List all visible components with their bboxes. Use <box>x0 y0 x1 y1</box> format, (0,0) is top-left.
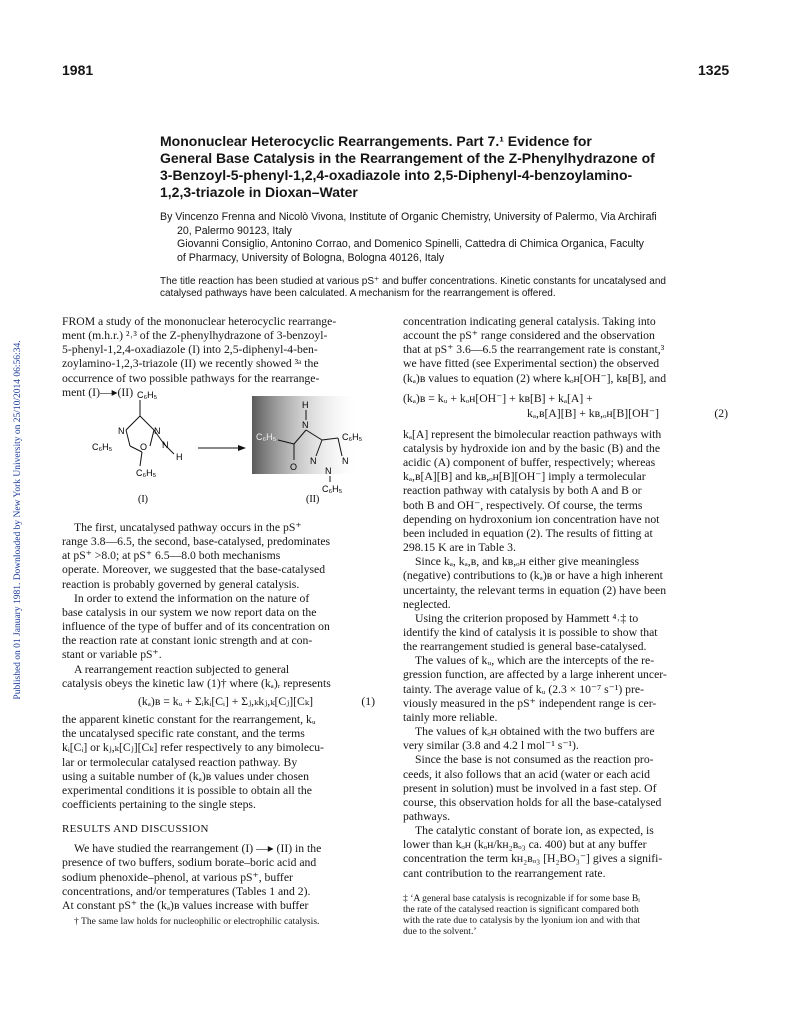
paragraph-constants <box>62 713 389 812</box>
right-column <box>403 315 730 937</box>
text-line: very similar (3.8 and 4.2 l mol⁻¹ s⁻¹). <box>403 739 579 753</box>
text-line: cant contribution to the rearrangement rate. <box>403 866 606 880</box>
label-h-top: H <box>302 400 309 410</box>
download-watermark[interactable]: Published on 01 January 1981. Downloaded by New York University on 25/10/2014 06:56:34. <box>13 340 23 700</box>
text-line: kᵢ[Cᵢ] or kⱼ,ₖ[Cⱼ][Cₖ] refer respectively to any bimolecu- <box>62 741 324 755</box>
author-line: of Pharmacy, University of Bologna, Bologna 40126, Italy <box>177 251 445 264</box>
title-line: 1,2,3-triazole in Dioxan–Water <box>160 184 358 200</box>
text-line: acidic (A) component of buffer, respectively; whereas <box>403 456 656 470</box>
text-line: tainly more reliable. <box>403 710 498 724</box>
text-line: Since kₐ, kₐ,ʙ, and kʙ,ₒʜ either give meaningless <box>415 555 640 569</box>
text-line: neglected. <box>403 597 451 611</box>
text-line: reaction pathway with catalysis by both A and B or <box>403 484 642 498</box>
paragraph-neglected <box>403 555 730 612</box>
text-line: FROM a study of the mononuclear heterocyclic rearrange- <box>62 315 337 328</box>
text-line: the uncatalysed specific rate constant, and the terms <box>62 727 305 741</box>
text-line: kₐ,ʙ[A][B] and kʙ,ₒʜ[B][OH⁻] imply a termolecular <box>403 470 646 484</box>
equation-2-line-2: kₐ,ʙ[A][B] + kʙ,ₒʜ[B][OH⁻] <box>527 406 660 420</box>
label-n1: N <box>310 456 317 466</box>
label-n2: N <box>325 466 332 476</box>
abstract-line: The title reaction has been studied at various pS⁺ and buffer concentrations. Kinetic constants for uncatalysed and <box>160 276 666 287</box>
text-line: we have fitted (see Experimental section) the observed <box>403 357 660 371</box>
abstract <box>160 276 735 300</box>
paragraph-acid-step <box>403 753 730 824</box>
text-line: presence of two buffers, sodium borate–boric acid and <box>62 856 317 870</box>
label-c6h5-triazole: C₆H₅ <box>342 432 363 442</box>
text-line: Using the criterion proposed by Hammett ⁴˒‡ to <box>415 611 639 625</box>
text-line: (negative) contributions to (kₐ)ʙ or have a high inherent <box>403 569 663 583</box>
text-line: range 3.8—6.5, the second, base-catalysed, predominates <box>62 535 331 549</box>
title-line: Mononuclear Heterocyclic Rearrangements. Part 7.¹ Evidence for <box>160 133 592 149</box>
paragraph-results <box>62 842 389 913</box>
text-line: tainty. The average value of kᵤ (2.3 × 10⁻⁷ s⁻¹) pre- <box>403 682 644 696</box>
text-line: 5-phenyl-1,2,4-oxadiazole (I) into 2,5-diphenyl-4-ben- <box>62 343 318 357</box>
footnote-dagger: † The same law holds for nucleophilic or electrophilic catalysis. <box>74 916 320 928</box>
footnote-line: with the rate due to catalysis by the lyonium ion and with that <box>403 914 641 926</box>
label-n3: N <box>342 456 349 466</box>
abstract-line: catalysed pathways have been calculated. A mechanism for the rearrangement is offered. <box>160 288 556 299</box>
footnote-double-dagger <box>403 893 730 937</box>
text-line: present in solution) must be involved in a fast step. Of <box>403 781 657 795</box>
equation-1-number: (1) <box>361 694 375 708</box>
text-line: the reaction rate at constant ionic strength and at con- <box>62 634 313 648</box>
paper-title <box>160 133 732 201</box>
text-line: A rearrangement reaction subjected to general <box>74 662 290 676</box>
text-line: zoylamino-1,2,3-triazole (II) we recently showed ³ᵃ the <box>62 357 319 371</box>
text-line: base catalysis in our system we now report data on the <box>62 605 317 619</box>
text-line: sodium phenoxide–phenol, at various pS⁺, buffer <box>62 870 293 884</box>
section-heading: RESULTS AND DISCUSSION <box>62 823 209 836</box>
footnote-line: ‡ ‘A general base catalysis is recognizable if for some base Bᵢ <box>403 892 640 904</box>
title-line: 3-Benzoyl-5-phenyl-1,2,4-oxadiazole into 2,5-Diphenyl-4-benzoylamino- <box>160 167 633 183</box>
paragraph-koh <box>403 725 730 753</box>
compound-I-structure <box>92 390 183 505</box>
reaction-scheme-svg <box>80 378 390 510</box>
text-line: concentration indicating general catalysis. Taking into <box>403 315 656 328</box>
equation-2 <box>403 392 730 422</box>
text-line: influence of the type of buffer and of its concentration on <box>62 620 330 634</box>
text-line: gression function, are affected by a large inherent uncer- <box>403 668 667 682</box>
text-line: that at pS⁺ 3.6—6.5 the rearrangement rate is constant,³ <box>403 343 665 357</box>
paragraph-kinetic-law <box>62 663 389 691</box>
text-line: operate. Moreover, we suggested that the base-catalysed <box>62 563 326 577</box>
text-line: depending on hydroxonium ion concentration have not <box>403 512 660 526</box>
footnote-line: due to the solvent.’ <box>403 925 477 937</box>
footnote-line: the rate of the catalysed reaction is significant compared both <box>403 903 639 915</box>
paragraph-hammett <box>403 612 730 654</box>
left-column-body <box>62 521 389 927</box>
paragraph-intercepts <box>403 654 730 725</box>
text-line: the apparent kinetic constant for the rearrangement, kᵤ <box>62 713 316 727</box>
text-line: The values of kᵤ, which are the intercepts of the re- <box>415 654 655 668</box>
text-line: ment (I)—▸(II) <box>62 385 134 399</box>
paragraph-borate <box>403 824 730 881</box>
reaction-arrow <box>198 445 246 451</box>
text-line: 298.15 K are in Table 3. <box>403 541 516 555</box>
text-line: ceeds, it also follows that an acid (water or each acid <box>403 767 650 781</box>
label-n-amide: N <box>302 420 309 430</box>
text-line: catalysis by hydroxide ion and by the basic (B) and the <box>403 441 661 455</box>
text-line: been included in equation (2). The results of fitting at <box>403 526 653 540</box>
text-line: experimental conditions it is possible to obtain all the <box>62 783 312 797</box>
text-line: concentration the term kʜ₂ʙₒ₃ [H₂BO₃⁻] gives a signifi- <box>403 852 663 866</box>
author-line: 20, Palermo 90123, Italy <box>177 224 292 237</box>
text-line: occurrence of two possible pathways for the rearrange- <box>62 371 320 385</box>
text-line: using a suitable number of (kₐ)ʙ values under chosen <box>62 769 309 783</box>
text-line: At constant pS⁺ the (kₐ)ʙ values increase with buffer <box>62 898 309 912</box>
paragraph-bimolecular <box>403 428 730 555</box>
label-n-left: N <box>118 426 125 436</box>
text-line: ment (m.h.r.) ²˒³ of the Z-phenylhydrazone of 3-benzoyl- <box>62 329 328 343</box>
text-line: The catalytic constant of borate ion, as expected, is <box>415 824 654 838</box>
text-line: reaction is probably governed by general catalysis. <box>62 577 300 591</box>
text-line: account the pS⁺ range considered and the observation <box>403 329 655 343</box>
text-line: lower than kₒʜ (kₒʜ/kʜ₂ʙₒ₃ ca. 400) but at any buffer <box>403 838 647 852</box>
paragraph-pathways <box>62 521 389 592</box>
label-c6h5-left: C₆H₅ <box>92 442 113 452</box>
label-o-carbonyl: O <box>290 462 298 472</box>
text-line: coefficients pertaining to the single steps. <box>62 797 256 811</box>
text-line: stant or variable pS⁺. <box>62 648 162 662</box>
label-c6h5-benzoyl: C₆H₅ <box>256 432 277 442</box>
text-line: Since the base is not consumed as the reaction pro- <box>415 753 654 767</box>
journal-year: 1981 <box>62 62 94 78</box>
label-c6h5-n2: C₆H₅ <box>322 484 343 494</box>
paragraph-extend <box>62 592 389 663</box>
author-block <box>160 211 735 265</box>
text-line: concentrations, and/or temperatures (Tables 1 and 2). <box>62 884 311 898</box>
page-number: 1325 <box>698 62 730 78</box>
label-n-right: N <box>154 426 161 436</box>
label-h: H <box>176 452 183 462</box>
text-line: identify the kind of catalysis it is possible to show that <box>403 625 658 639</box>
text-line: catalysis obeys the kinetic law (1)† where (kₐ)ᵣ represents <box>62 676 331 690</box>
compound-II-label: (II) <box>306 494 320 505</box>
compound-I-label: (I) <box>138 494 148 505</box>
compound-II-structure <box>252 396 363 505</box>
author-line: By Vincenzo Frenna and Nicolò Vivona, Institute of Organic Chemistry, University of Palermo, Via Archirafi <box>160 211 657 223</box>
text-line: kₐ[A] represent the bimolecular reaction pathways with <box>403 427 662 441</box>
text-line: uncertainty, the relevant terms in equation (2) have been <box>403 583 667 597</box>
text-line: lar or termolecular catalysed reaction pathway. By <box>62 755 298 769</box>
text-line: both B and OH⁻, respectively. Of course, the terms <box>403 498 643 512</box>
author-line: Giovanni Consiglio, Antonino Corrao, and Domenico Spinelli, Cattedra di Chimica Organica, Faculty <box>177 238 644 250</box>
text-line: In order to extend the information on the nature of <box>74 591 310 605</box>
label-c6h5-top: C₆H₅ <box>137 390 158 400</box>
label-o: O <box>140 442 148 452</box>
equation-1 <box>62 695 389 709</box>
paragraph-fit <box>403 315 730 386</box>
text-line: the rearrangement studied is general base-catalysed. <box>403 640 647 654</box>
equation-2-number: (2) <box>714 406 728 420</box>
label-c6h5-bottom: C₆H₅ <box>136 468 157 478</box>
text-line: (kₐ)ʙ values to equation (2) where kₒʜ[OH⁻], kʙ[B], and <box>403 371 667 385</box>
text-line: viously measured in the pS⁺ independent range is cer- <box>403 696 657 710</box>
equation-1-body: (kₐ)ʙ = kᵤ + Σᵢkᵢ[Cᵢ] + Σⱼ,ₖkⱼ,ₖ[Cⱼ][Cₖ] <box>138 694 313 708</box>
text-line: The values of kₒʜ obtained with the two buffers are <box>415 725 655 739</box>
text-line: pathways. <box>403 810 451 823</box>
title-line: General Base Catalysis in the Rearrangement of the Z-Phenylhydrazone of <box>160 150 655 166</box>
text-line: course, this observation holds for all the base-catalysed <box>403 795 662 809</box>
text-line: at pS⁺ >8.0; at pS⁺ 6.5—8.0 both mechanisms <box>62 549 281 563</box>
text-line: We have studied the rearrangement (I) —▸ (II) in the <box>74 842 322 856</box>
reaction-scheme-figure <box>80 378 390 510</box>
label-n-hydrazone: N <box>162 440 169 450</box>
equation-2-line-1: (kₐ)ʙ = kᵤ + kₒʜ[OH⁻] + kʙ[B] + kₐ[A] + <box>403 391 593 405</box>
text-line: The first, uncatalysed pathway occurs in the pS⁺ <box>74 521 302 534</box>
